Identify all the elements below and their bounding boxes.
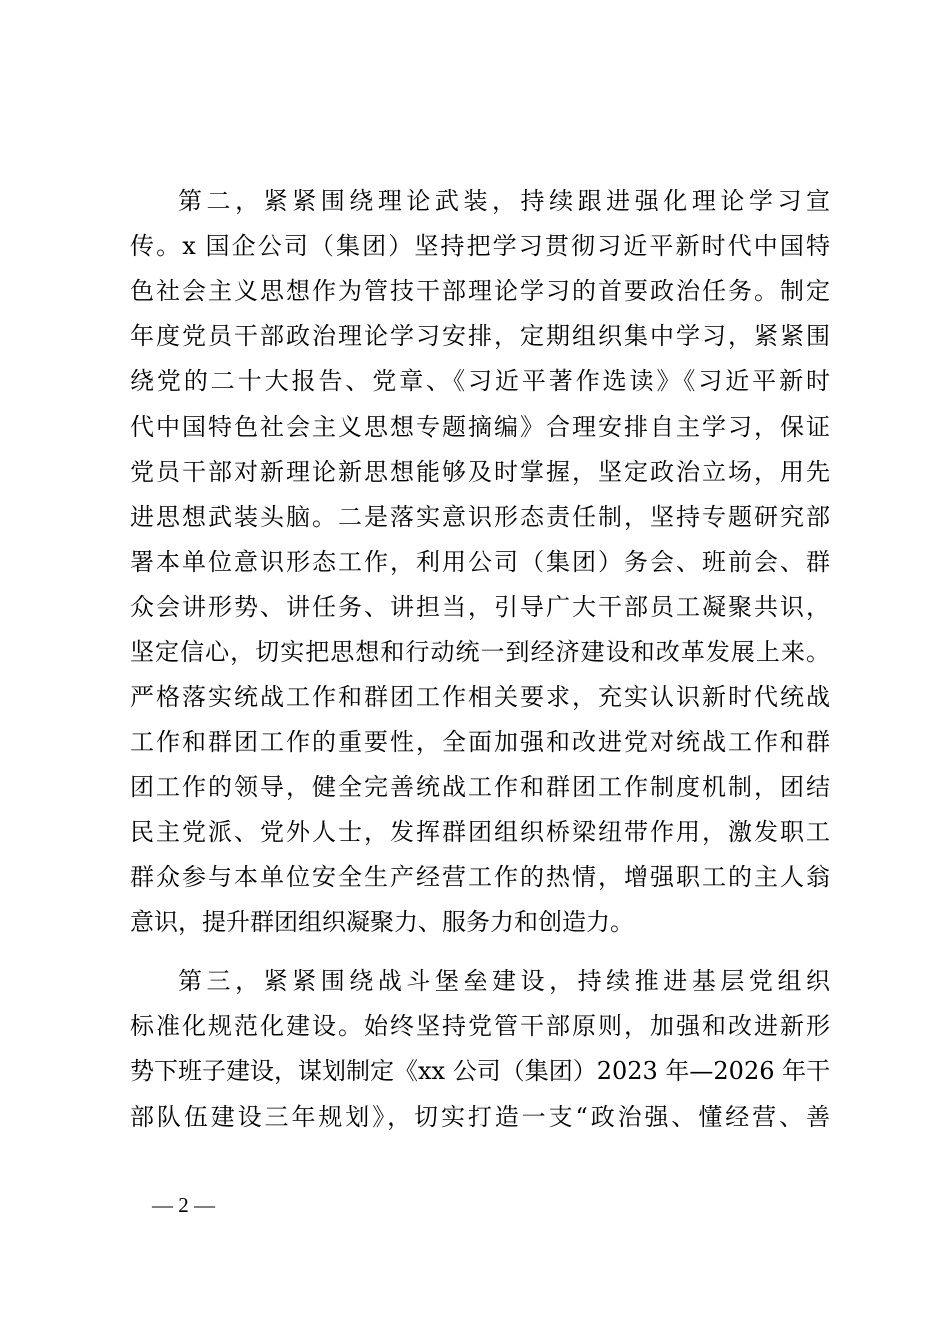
paragraph-2-line-2: 传。x 国企公司（集团）坚持把学习贯彻习近平新时代中国特 [130,232,830,260]
paragraph-2-line-16: 群众参与本单位安全生产经营工作的热情，增强职工的主人翁 [130,863,830,891]
paragraph-2-line-6: 代中国特色社会主义思想专题摘编》合理安排自主学习，保证 [130,413,830,441]
paragraph-2-line-9: 署本单位意识形态工作，利用公司（集团）务会、班前会、群 [130,548,830,576]
paragraph-2-line-4: 年度党员干部政治理论学习安排，定期组织集中学习，紧紧围 [130,322,830,350]
paragraph-3-line-2: 标准化规范化建设。始终坚持党管干部原则，加强和改进新形 [130,1012,830,1040]
paragraph-2-line-15: 民主党派、党外人士，发挥群团组织桥梁纽带作用，激发职工 [130,818,830,846]
paragraph-2-line-8: 进思想武装头脑。二是落实意识形态责任制，坚持专题研究部 [130,503,830,531]
paragraph-2-line-5: 绕党的二十大报告、党章、《习近平著作选读》《习近平新时 [130,367,830,395]
paragraph-2-line-13: 工作和群团工作的重要性，全面加强和改进党对统战工作和群 [130,728,830,756]
page-number: — 2 — [152,1193,215,1217]
paragraph-2-line-3: 色社会主义思想作为管技干部理论学习的首要政治任务。制定 [130,277,830,305]
paragraph-3-line-1: 第三，紧紧围绕战斗堡垒建设，持续推进基层党组织 [178,967,830,995]
paragraph-2-line-12: 严格落实统战工作和群团工作相关要求，充实认识新时代统战 [130,683,830,711]
paragraph-2-line-14: 团工作的领导，健全完善统战工作和群团工作制度机制，团结 [130,773,830,801]
paragraph-2-line-1: 第二，紧紧围绕理论武装，持续跟进强化理论学习宣 [178,187,830,215]
paragraph-2-line-7: 党员干部对新理论新思想能够及时掌握，坚定政治立场，用先 [130,458,830,486]
paragraph-2-line-17: 意识，提升群团组织凝聚力、服务力和创造力。 [130,908,634,936]
paragraph-2-line-11: 坚定信心，切实把思想和行动统一到经济建设和改革发展上来。 [130,638,830,666]
paragraph-3-line-3: 势下班子建设，谋划制定《xx 公司（集团）2023 年—2026 年干 [130,1057,831,1085]
paragraph-3-line-4: 部队伍建设三年规划》，切实打造一支“政治强、懂经营、善 [130,1103,830,1131]
paragraph-2-line-10: 众会讲形势、讲任务、讲担当，引导广大干部员工凝聚共识， [130,593,830,621]
